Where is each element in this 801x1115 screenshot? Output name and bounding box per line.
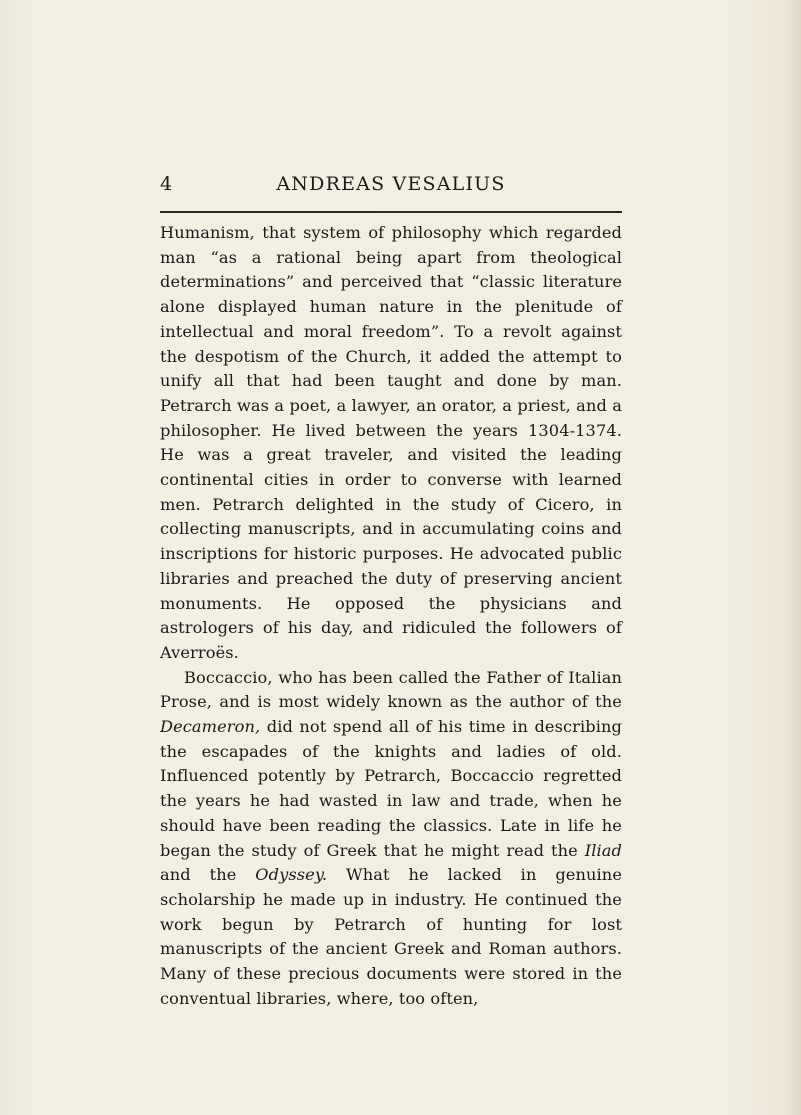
page-edge-shadow xyxy=(783,0,801,1115)
book-title-decameron: Decameron, xyxy=(160,717,261,737)
text-run: and the xyxy=(160,865,256,885)
paragraph-boccaccio xyxy=(160,666,622,1012)
text-run: did not spend all of his time in describing the escapades of the knights and ladies of old. Influenced potently by Petrarch, Boccaccio regretted the years he had wasted in law and trade, when he should have been reading the classics. Late in life he began the study of Greek that he might read the xyxy=(160,717,622,860)
book-title-odyssey: Odyssey. xyxy=(255,865,328,885)
text-run: What he lacked in genuine scholarship he made up in industry. He continued the work begun by Petrarch of hunting for lost manuscripts of the ancient Greek and Roman authors. Many of these precious documents were stored in the conventual libraries, where, too often, xyxy=(160,865,622,1008)
book-title-iliad: Iliad xyxy=(584,840,622,860)
page-header xyxy=(160,172,622,198)
paragraph-humanism: Humanism, that system of philosophy which regarded man “as a rational being apart from theological determinations” and perceived that “classic literature alone displayed human nature in the plenitude of intellectual and moral freedom”. To a revolt against the despotism of the Church, it added the attempt to unify all that had been taught and done by man. Petrarch was a poet, a lawyer, an orator, a priest, and a philosopher. He lived between the years 1304-1374. He was a great traveler, and visited the leading continental cities in order to converse with learned men. Petrarch delighted in the study of Cicero, in collecting manuscripts, and in accumulating coins and inscriptions for historic purposes. He advocated public libraries and preached the duty of preserving ancient monuments. He opposed the physicians and astrologers of his day, and ridiculed the followers of Averroës. xyxy=(160,223,622,662)
body-text xyxy=(160,221,622,1012)
text-run: Boccaccio, who has been called the Father of Italian Prose, and is most widely known as the author of the xyxy=(160,667,622,712)
running-title: ANDREAS VESALIUS xyxy=(276,173,506,195)
page-number: 4 xyxy=(160,173,173,195)
header-rule xyxy=(160,211,622,213)
